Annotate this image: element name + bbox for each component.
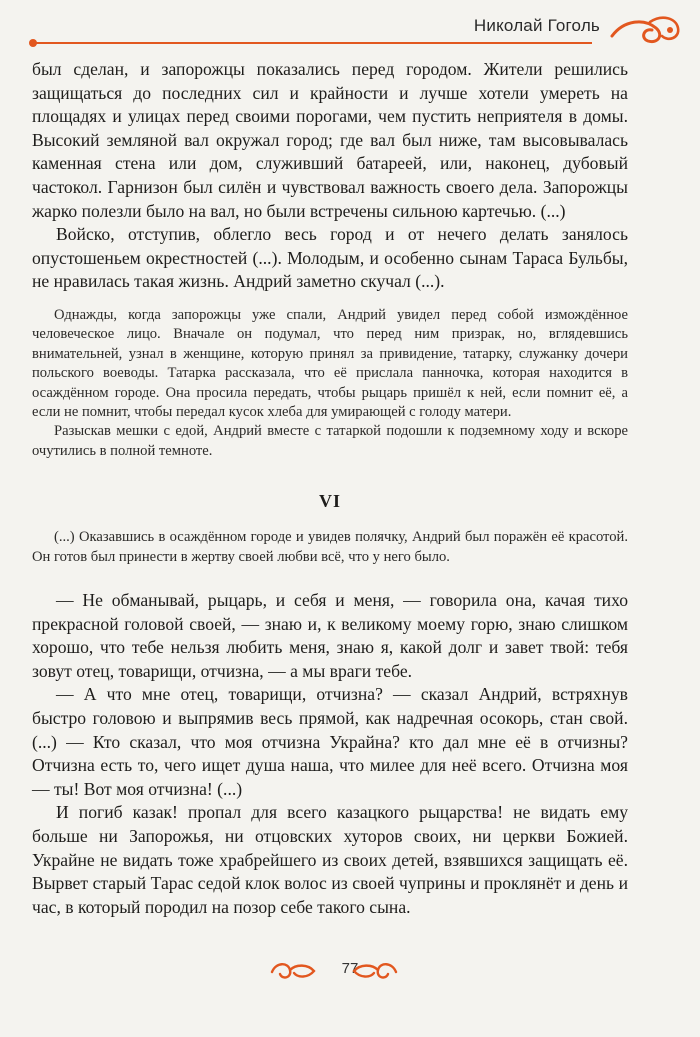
main-text (32, 589, 628, 919)
header-rule-dot (29, 39, 37, 47)
header-rule (32, 42, 592, 44)
main-paragraph: — А что мне отец, товарищи, отчизна? — сказал Андрий, встряхнув быстро головою и выпрямив весь прямой, как надречная осокорь, стан свой. (...) — Кто сказал, что моя отчизна Украйна? кто дал мне её в отчизны? Отчизна есть то, чего ищет душа наша, что милее для неё всего. Отчизна моя — ты! Вот моя отчизна! (...) (32, 684, 628, 799)
swirl-ornament-icon (610, 14, 682, 48)
main-paragraph: И погиб казак! пропал для всего казацкого рыцарства! не видать ему больше ни Запорожья, ни отцовских хуторов своих, ни церкви Божией. Украйне не видать тоже храбрейшего из своих детей, взявшихся защищать её. Вырвет старый Тарас седой клок волос из своей чуприны и проклянёт и день и час, в который породил на позор себе такого сына. (32, 802, 628, 917)
summary-paragraph: Однажды, когда запорожцы уже спали, Андрий увидел перед собой измождённое человеческое лицо. Вначале он подумал, что перед ним призрак, но, вглядевшись внимательней, узнал в женщине, которую принял за привидение, татарку, служанку дочери польского воеводы. Татарка рассказала, что её прислала панночка, которая находится в осаждённом городе. Она просила передать, чтобы рыцарь пришёл к ней, если помнит её, а если не помнит, чтобы передал кусок хлеба для умирающей с голоду матери. (32, 306, 628, 420)
running-head-author: Николай Гоголь (473, 16, 600, 35)
page-number: 77 (341, 960, 359, 977)
intro-paragraph: Войско, отступив, облегло весь город и от нечего делать занялось опустошеньем окрестностей (...). Молодым, и особенно сынам Тараса Бульбы, не нравилась такая жизнь. Андрий заметно скучал (...). (32, 224, 628, 292)
scroll-ornament-icon (350, 960, 400, 982)
chapter-summary-block (32, 528, 628, 567)
summary-block (32, 306, 628, 461)
chapter-heading: VI (318, 491, 341, 512)
page-footer (0, 958, 700, 984)
intro-paragraph: был сделан, и запорожцы показались перед городом. Жители решились защищаться до последних сил и крайности и лучше хотели умереть на площадях и улицах перед своими порогами, чем пустить неприятеля в домы. Высокий земляной вал окружал город; где вал был ниже, там высовывалась каменная стена или дом, служивший батареей, или, наконец, дубовый частокол. Гарнизон был силён и чувствовал важность своего дела. Запорожцы жарко полезли было на вал, но были встречены сильною картечью. (...) (32, 59, 628, 221)
page-header (32, 14, 682, 46)
intro-text (32, 58, 628, 294)
main-paragraph: — Не обманывай, рыцарь, и себя и меня, — говорила она, качая тихо прекрасной головой своей, — знаю и, к великому моему горю, знаю слишком хорошо, что тебе нельзя любить меня, знаю я, какой долг и завет твой: тебя зовут отец, товарищи, отчизна, — а мы враги тебе. (32, 590, 628, 681)
summary-paragraph: Разыскав мешки с едой, Андрий вместе с татаркой подошли к подземному ходу и вскоре очутились в полной темноте. (32, 423, 628, 459)
chapter-summary: (...) Оказавшись в осаждённом городе и увидев полячку, Андрий был поражён её красотой. Он готов был принести в жертву своей любви всё, что у него было. (32, 529, 628, 565)
page-content (32, 58, 628, 919)
